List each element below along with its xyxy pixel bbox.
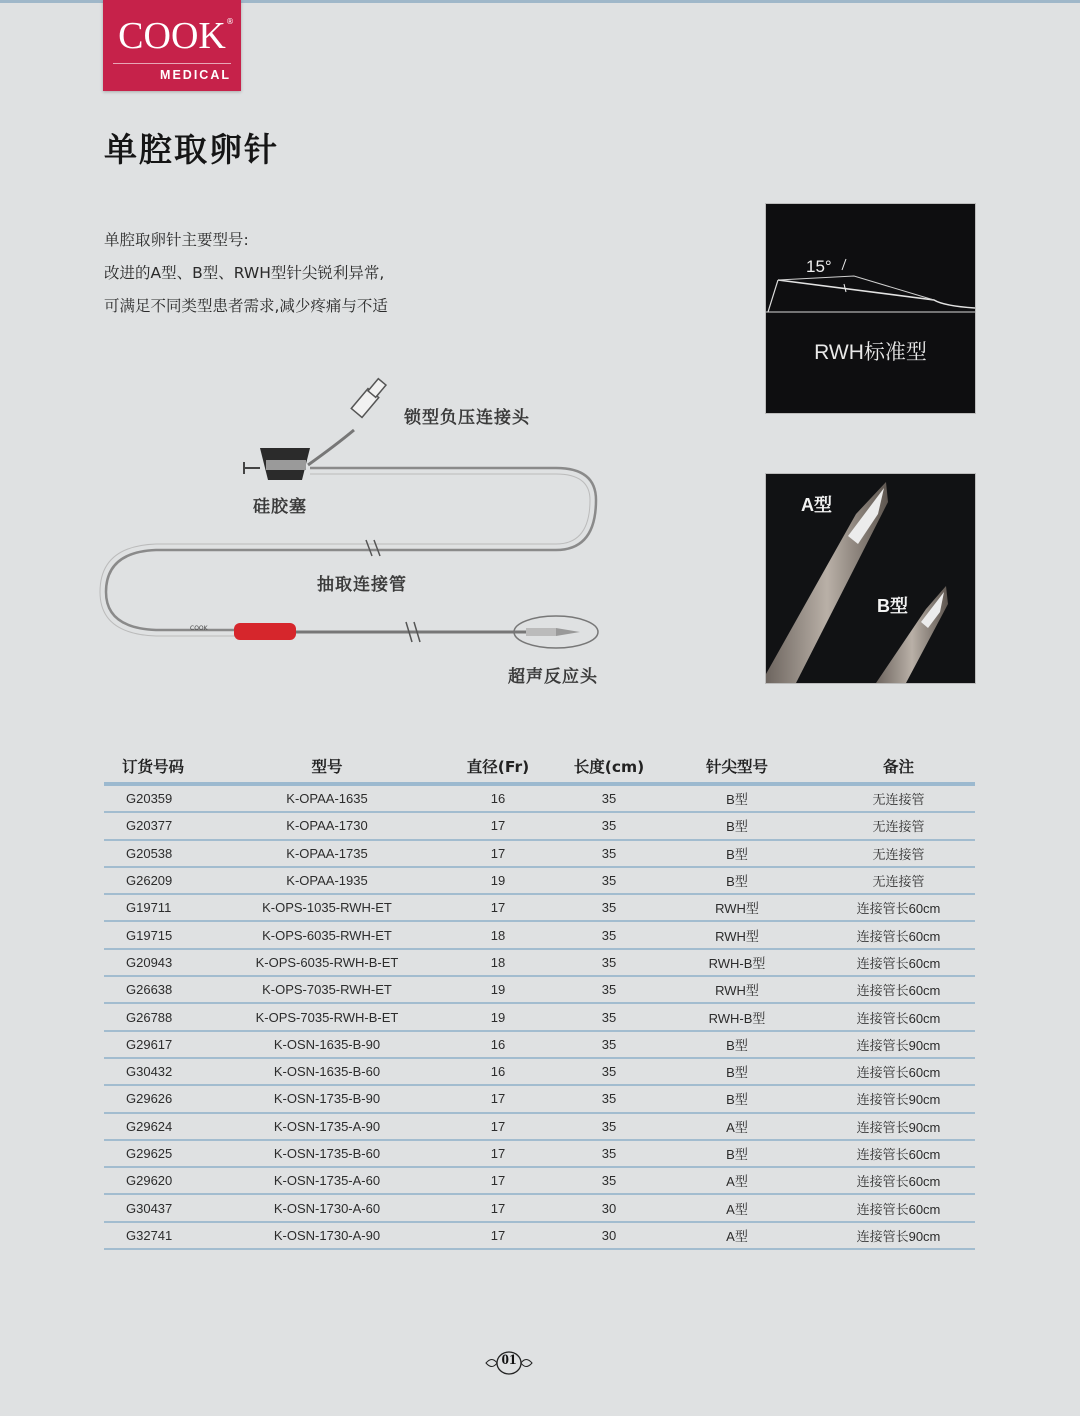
table-row xyxy=(104,1222,975,1249)
cell-order-no: G20377 xyxy=(104,812,224,839)
cell-model: K-OSN-1735-A-90 xyxy=(224,1113,430,1140)
cell-notes: 无连接管 xyxy=(822,784,975,812)
cell-order-no: G29626 xyxy=(104,1085,224,1112)
cell-diameter: 19 xyxy=(430,1003,566,1030)
intro-text xyxy=(104,224,388,323)
table-row xyxy=(104,840,975,867)
logo-divider xyxy=(113,63,231,64)
cell-model: K-OPS-6035-RWH-ET xyxy=(224,921,430,948)
cell-notes: 连接管长60cm xyxy=(822,1140,975,1167)
cell-length: 35 xyxy=(566,1031,652,1058)
rwh-tip-photo xyxy=(765,203,976,414)
cell-length: 35 xyxy=(566,976,652,1003)
cell-model: K-OSN-1730-A-90 xyxy=(224,1222,430,1249)
cell-notes: 无连接管 xyxy=(822,867,975,894)
cell-model: K-OPAA-1635 xyxy=(224,784,430,812)
cell-notes: 无连接管 xyxy=(822,840,975,867)
cell-model: K-OSN-1635-B-60 xyxy=(224,1058,430,1085)
cell-length: 35 xyxy=(566,921,652,948)
cell-order-no: G20943 xyxy=(104,949,224,976)
header-length: 长度(cm) xyxy=(573,758,645,776)
cell-length: 35 xyxy=(566,840,652,867)
type-b-label: B型 xyxy=(877,596,908,616)
cell-order-no: G32741 xyxy=(104,1222,224,1249)
cell-order-no: G26638 xyxy=(104,976,224,1003)
cell-tip-type: B型 xyxy=(652,1031,822,1058)
cell-notes: 连接管长60cm xyxy=(822,1194,975,1221)
cell-tip-type: B型 xyxy=(652,867,822,894)
cell-tip-type: B型 xyxy=(652,812,822,839)
cell-length: 35 xyxy=(566,894,652,921)
table-row xyxy=(104,1167,975,1194)
cell-notes: 连接管长60cm xyxy=(822,1058,975,1085)
header-model: 型号 xyxy=(311,758,343,776)
header-tip-type: 针尖型号 xyxy=(705,758,768,776)
table-row xyxy=(104,1140,975,1167)
cell-diameter: 17 xyxy=(430,1167,566,1194)
angle-label: 15° xyxy=(806,257,832,276)
needle-assembly-illustration xyxy=(96,370,636,700)
cell-tip-type: B型 xyxy=(652,784,822,812)
cell-model: K-OPAA-1730 xyxy=(224,812,430,839)
cell-diameter: 16 xyxy=(430,1031,566,1058)
table-row xyxy=(104,1058,975,1085)
intro-line: 改进的A型、B型、RWH型针尖锐利异常, xyxy=(104,264,385,282)
cell-tip-type: B型 xyxy=(652,840,822,867)
cell-diameter: 17 xyxy=(430,1085,566,1112)
cell-length: 35 xyxy=(566,1167,652,1194)
cell-order-no: G30432 xyxy=(104,1058,224,1085)
table-row xyxy=(104,1113,975,1140)
cell-tip-type: RWH型 xyxy=(652,894,822,921)
cell-diameter: 18 xyxy=(430,949,566,976)
table-row xyxy=(104,949,975,976)
cell-model: K-OSN-1735-B-90 xyxy=(224,1085,430,1112)
cell-length: 35 xyxy=(566,1058,652,1085)
cell-model: K-OSN-1730-A-60 xyxy=(224,1194,430,1221)
cell-diameter: 17 xyxy=(430,894,566,921)
cell-notes: 无连接管 xyxy=(822,812,975,839)
cell-notes: 连接管长60cm xyxy=(822,1003,975,1030)
needle-tips-photo xyxy=(765,473,976,684)
cell-tip-type: A型 xyxy=(652,1113,822,1140)
page-number xyxy=(484,1346,534,1380)
cell-model: K-OPS-7035-RWH-ET xyxy=(224,976,430,1003)
table-row xyxy=(104,812,975,839)
table-row xyxy=(104,1031,975,1058)
cell-tip-type: RWH型 xyxy=(652,976,822,1003)
cell-model: K-OSN-1735-B-60 xyxy=(224,1140,430,1167)
cell-diameter: 16 xyxy=(430,784,566,812)
label-lock-connector: 锁型负压连接头 xyxy=(404,408,530,428)
logo-wordmark: COOK xyxy=(118,15,226,57)
intro-line: 单腔取卵针主要型号: xyxy=(104,231,249,249)
cell-notes: 连接管长60cm xyxy=(822,921,975,948)
cell-order-no: G19711 xyxy=(104,894,224,921)
cell-order-no: G20538 xyxy=(104,840,224,867)
label-silicone-stopper: 硅胶塞 xyxy=(253,497,307,517)
cell-notes: 连接管长90cm xyxy=(822,1222,975,1249)
cell-order-no: G29617 xyxy=(104,1031,224,1058)
cell-length: 35 xyxy=(566,784,652,812)
cell-length: 35 xyxy=(566,812,652,839)
page-number-text: 01 xyxy=(501,1352,517,1368)
cell-diameter: 17 xyxy=(430,1113,566,1140)
cell-order-no: G20359 xyxy=(104,784,224,812)
cell-tip-type: RWH-B型 xyxy=(652,1003,822,1030)
table-row xyxy=(104,976,975,1003)
cell-diameter: 16 xyxy=(430,1058,566,1085)
cell-tip-type: A型 xyxy=(652,1194,822,1221)
cell-tip-type: B型 xyxy=(652,1058,822,1085)
cell-tip-type: B型 xyxy=(652,1140,822,1167)
cell-notes: 连接管长90cm xyxy=(822,1085,975,1112)
rwh-caption: RWH标准型 xyxy=(814,341,927,364)
table-body xyxy=(104,784,975,1249)
cell-tip-type: B型 xyxy=(652,1085,822,1112)
cell-diameter: 17 xyxy=(430,812,566,839)
cell-length: 35 xyxy=(566,1140,652,1167)
logo-subtitle: MEDICAL xyxy=(160,68,231,82)
cell-diameter: 17 xyxy=(430,1222,566,1249)
label-extraction-tube: 抽取连接管 xyxy=(317,575,407,595)
cook-medical-logo xyxy=(103,0,241,91)
cell-order-no: G26788 xyxy=(104,1003,224,1030)
header-notes: 备注 xyxy=(882,758,914,776)
cell-length: 35 xyxy=(566,1003,652,1030)
cell-order-no: G26209 xyxy=(104,867,224,894)
registered-mark: ® xyxy=(226,17,234,26)
table-row xyxy=(104,894,975,921)
cell-notes: 连接管长90cm xyxy=(822,1113,975,1140)
cell-model: K-OPS-6035-RWH-B-ET xyxy=(224,949,430,976)
cell-length: 35 xyxy=(566,1085,652,1112)
cell-model: K-OSN-1635-B-90 xyxy=(224,1031,430,1058)
cell-tip-type: A型 xyxy=(652,1167,822,1194)
cell-model: K-OSN-1735-A-60 xyxy=(224,1167,430,1194)
cell-notes: 连接管长90cm xyxy=(822,1031,975,1058)
cell-diameter: 19 xyxy=(430,867,566,894)
table-row xyxy=(104,1003,975,1030)
cell-notes: 连接管长60cm xyxy=(822,894,975,921)
cell-order-no: G29625 xyxy=(104,1140,224,1167)
product-spec-table xyxy=(104,750,975,1250)
cell-notes: 连接管长60cm xyxy=(822,1167,975,1194)
cell-length: 35 xyxy=(566,867,652,894)
cell-model: K-OPS-7035-RWH-B-ET xyxy=(224,1003,430,1030)
cell-length: 30 xyxy=(566,1222,652,1249)
intro-line: 可满足不同类型患者需求,减少疼痛与不适 xyxy=(104,297,388,315)
label-echo-tip: 超声反应头 xyxy=(508,667,598,687)
table-row xyxy=(104,921,975,948)
type-a-label: A型 xyxy=(801,495,832,515)
needle-brand-mark: COOK xyxy=(190,625,208,632)
cell-notes: 连接管长60cm xyxy=(822,976,975,1003)
cell-length: 35 xyxy=(566,949,652,976)
cell-notes: 连接管长60cm xyxy=(822,949,975,976)
table-row xyxy=(104,784,975,812)
page-title: 单腔取卵针 xyxy=(104,130,279,169)
rwh-tip-illustration xyxy=(766,204,975,413)
cell-order-no: G29624 xyxy=(104,1113,224,1140)
cell-diameter: 17 xyxy=(430,1194,566,1221)
cell-model: K-OPAA-1735 xyxy=(224,840,430,867)
header-order-no: 订货号码 xyxy=(122,758,185,776)
cell-diameter: 18 xyxy=(430,921,566,948)
table-header-row xyxy=(104,750,975,784)
cell-length: 35 xyxy=(566,1113,652,1140)
cell-order-no: G29620 xyxy=(104,1167,224,1194)
cell-length: 30 xyxy=(566,1194,652,1221)
cell-order-no: G30437 xyxy=(104,1194,224,1221)
cell-tip-type: RWH-B型 xyxy=(652,949,822,976)
product-diagram xyxy=(96,370,636,700)
cell-model: K-OPS-1035-RWH-ET xyxy=(224,894,430,921)
needle-tips-illustration xyxy=(766,474,975,683)
header-diameter: 直径(Fr) xyxy=(466,758,530,776)
cell-diameter: 19 xyxy=(430,976,566,1003)
cell-tip-type: RWH型 xyxy=(652,921,822,948)
cell-diameter: 17 xyxy=(430,1140,566,1167)
table-row xyxy=(104,1194,975,1221)
cell-model: K-OPAA-1935 xyxy=(224,867,430,894)
cell-tip-type: A型 xyxy=(652,1222,822,1249)
table-row xyxy=(104,867,975,894)
cell-diameter: 17 xyxy=(430,840,566,867)
table-row xyxy=(104,1085,975,1112)
cell-order-no: G19715 xyxy=(104,921,224,948)
